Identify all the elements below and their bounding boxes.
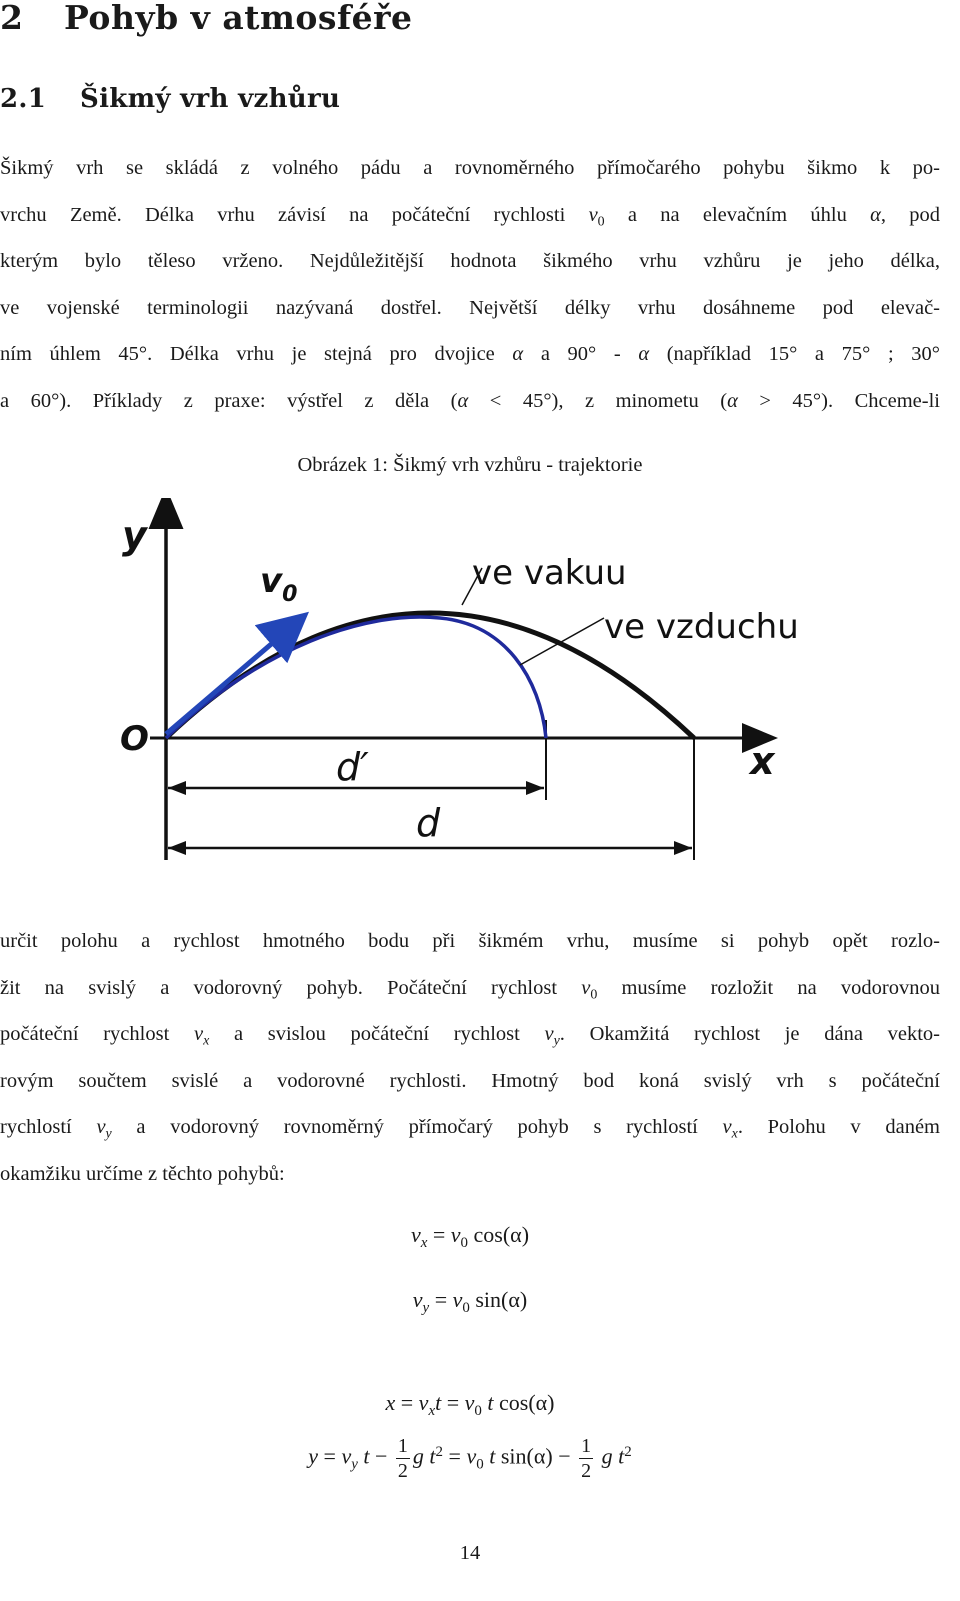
x-axis-label: x xyxy=(750,739,775,783)
fraction-half: $\frac{1}{2}$ xyxy=(581,1435,592,1482)
initial-velocity-arrow xyxy=(166,628,290,734)
velocity-label: $v_0$ xyxy=(260,561,298,607)
text-line: okamžiku určíme z těchto pohybů: xyxy=(0,1162,285,1185)
range-d-label: d xyxy=(416,801,441,845)
section-title: Pohyb v atmosféře xyxy=(64,0,413,37)
text-line: ve vojenské terminologii nazývaná dostřel. Největší délky vrhu dosáhneme pod elevač- xyxy=(0,296,940,319)
section-heading xyxy=(0,0,413,37)
text-line: určit polohu a rychlost hmotného bodu při šikmém vrhu, musíme si pohyb opět rozlo- xyxy=(0,930,940,952)
text-line: počáteční rychlost $v_x$ a svislou počáteční rychlost $v_y$. Okamžitá rychlost je dána vekto- xyxy=(0,1023,940,1049)
subsection-title: Šikmý vrh vzhůru xyxy=(80,84,341,114)
text-line: kterým bylo těleso vrženo. Nejdůležitější hodnota šikmého vrhu vzhůru je jeho délka, xyxy=(0,250,940,272)
text-line: žit na svislý a vodorovný pohyb. Počáteční rychlost $v_0$ musíme rozložit na vodorovnou xyxy=(0,976,940,1002)
text-line: Šikmý vrh se skládá z volného pádu a rovnoměrného přímočarého pohybu šikmo k po- xyxy=(0,157,940,179)
vacuum-label: ve vakuu xyxy=(472,553,627,593)
y-axis-label: y xyxy=(122,513,147,557)
paragraph-decomposition xyxy=(0,918,940,1197)
text-line: vrchu Země. Délka vrhu závisí na počáteční rychlosti $v_0$ a na elevačním úhlu α, pod xyxy=(0,203,940,229)
trajectory-figure xyxy=(110,498,830,878)
subsection-number: 2.1 xyxy=(0,84,47,114)
equation-vy: $v_y = v_0$ sin(α) xyxy=(412,1287,528,1316)
air-label: ve vzduchu xyxy=(604,607,799,647)
section-number: 2 xyxy=(0,0,24,37)
equation-x: $x = v_xt = v_0$ t cos(α) xyxy=(385,1390,555,1419)
equation-y: $y = v_y$ t − $\frac{1}{2}$ g $t^2 = v_0$ t sin(α) − $\frac{1}{2}$ g $t^2$ xyxy=(308,1435,632,1482)
text-line: ním úhlem 45°. Délka vrhu je stejná pro dvojice α a 90° - α (například 15° a 75° ; 30° xyxy=(0,343,940,365)
text-line: rovým součtem svislé a vodorovné rychlosti. Hmotný bod koná svislý vrh s počáteční xyxy=(0,1069,940,1092)
subsection-heading xyxy=(0,84,340,114)
equation-vx: $v_x = v_0$ cos(α) xyxy=(410,1222,530,1251)
range-d-prime-label: d′ xyxy=(336,745,369,789)
origin-label: O xyxy=(120,719,149,759)
paragraph-intro xyxy=(0,145,940,424)
text-line: a 60°). Příklady z praxe: výstřel z děla (α < 45°), z minometu (α > 45°). Chceme-li xyxy=(0,389,940,412)
figure-caption: Obrázek 1: Šikmý vrh vzhůru - trajektorie xyxy=(297,454,643,476)
text-line: rychlostí $v_y$ a vodorovný rovnoměrný přímočarý pohyb s rychlostí $v_x$. Polohu v daném xyxy=(0,1116,940,1142)
fraction-half: $\frac{1}{2}$ xyxy=(397,1435,408,1482)
page-number: 14 xyxy=(459,1542,481,1564)
air-trajectory xyxy=(166,617,546,738)
